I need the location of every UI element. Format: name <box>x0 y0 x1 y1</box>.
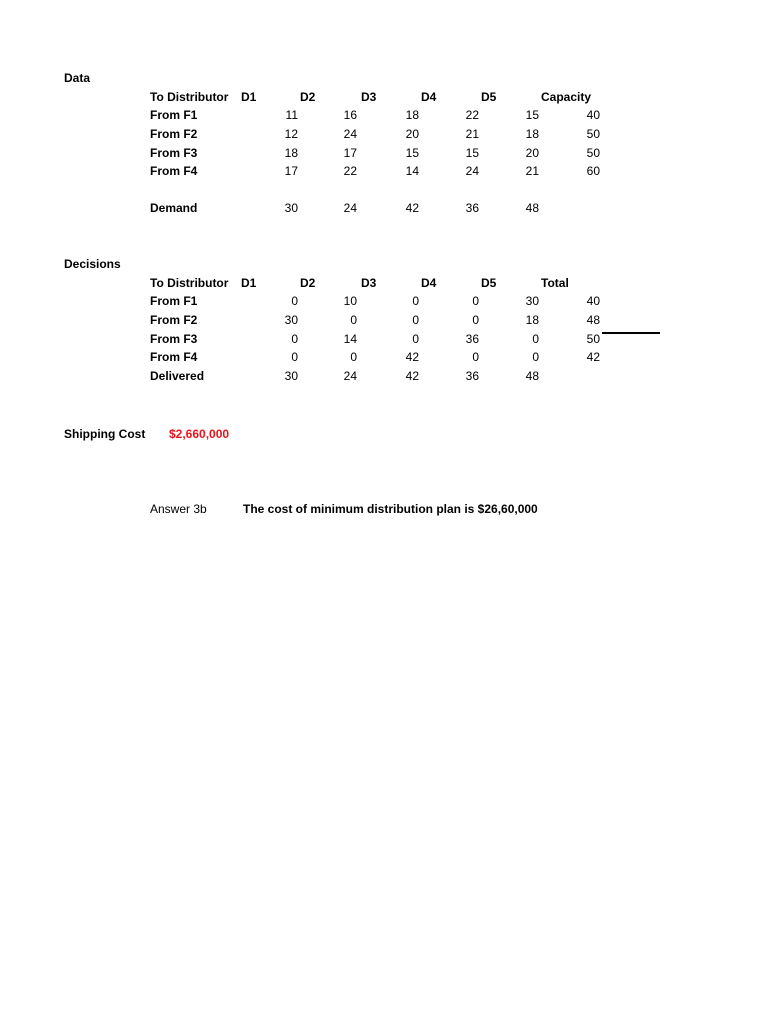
header-cell: D1 <box>241 276 257 290</box>
row-label: From F2 <box>150 313 198 327</box>
table-cell: 30 <box>525 294 539 308</box>
table-cell: 36 <box>465 332 479 346</box>
table-cell: 42 <box>405 350 419 364</box>
table-cell: 50 <box>586 127 600 141</box>
table-cell: 22 <box>343 164 357 178</box>
table-cell: 30 <box>284 313 298 327</box>
header-cell: D3 <box>361 90 377 104</box>
table-cell: 42 <box>405 201 419 215</box>
row-label: From F1 <box>150 294 198 308</box>
table-cell: 0 <box>472 350 479 364</box>
header-cell: D2 <box>300 276 316 290</box>
table-cell: 0 <box>532 350 539 364</box>
table-cell: 15 <box>405 146 419 160</box>
table-cell: 24 <box>343 201 357 215</box>
table-cell: 17 <box>343 146 357 160</box>
cell-border-line <box>602 332 660 334</box>
table-cell: 0 <box>532 332 539 346</box>
decisions-section-title: Decisions <box>64 257 121 271</box>
table-cell: 0 <box>412 332 419 346</box>
table-cell: 0 <box>472 313 479 327</box>
header-cell: D5 <box>481 90 497 104</box>
table-cell: 22 <box>465 108 479 122</box>
table-cell: 21 <box>465 127 479 141</box>
table-cell: 24 <box>465 164 479 178</box>
table-cell: 40 <box>586 108 600 122</box>
header-cell: To Distributor <box>150 276 229 290</box>
table-cell: 40 <box>586 294 600 308</box>
table-cell: 36 <box>465 369 479 383</box>
table-cell: 30 <box>284 201 298 215</box>
table-cell: 21 <box>525 164 539 178</box>
table-cell: 0 <box>350 313 357 327</box>
table-cell: 15 <box>465 146 479 160</box>
header-cell: Total <box>541 276 569 290</box>
row-label: From F4 <box>150 350 198 364</box>
table-cell: 15 <box>525 108 539 122</box>
table-cell: 36 <box>465 201 479 215</box>
row-label: From F1 <box>150 108 198 122</box>
table-cell: 0 <box>350 350 357 364</box>
header-cell: D5 <box>481 276 497 290</box>
table-cell: 48 <box>586 313 600 327</box>
table-cell: 48 <box>525 369 539 383</box>
table-cell: 0 <box>412 294 419 308</box>
shipping-cost-value: $2,660,000 <box>169 427 230 441</box>
table-cell: 50 <box>586 146 600 160</box>
row-label: From F2 <box>150 127 198 141</box>
header-cell: D4 <box>421 90 437 104</box>
answer-label: Answer 3b <box>150 502 207 516</box>
row-label: Demand <box>150 201 198 215</box>
table-cell: 42 <box>405 369 419 383</box>
data-section-title: Data <box>64 71 91 85</box>
table-cell: 18 <box>525 313 539 327</box>
header-cell: D3 <box>361 276 377 290</box>
table-cell: 0 <box>291 332 298 346</box>
row-label: Delivered <box>150 369 205 383</box>
header-cell: D2 <box>300 90 316 104</box>
table-cell: 16 <box>343 108 357 122</box>
table-cell: 30 <box>284 369 298 383</box>
table-cell: 17 <box>284 164 298 178</box>
table-cell: 0 <box>412 313 419 327</box>
table-cell: 24 <box>343 369 357 383</box>
table-cell: 50 <box>586 332 600 346</box>
table-cell: 10 <box>343 294 357 308</box>
header-cell: D1 <box>241 90 257 104</box>
table-cell: 18 <box>525 127 539 141</box>
header-cell: D4 <box>421 276 437 290</box>
table-cell: 24 <box>343 127 357 141</box>
row-label: From F3 <box>150 146 198 160</box>
row-label: From F4 <box>150 164 198 178</box>
table-cell: 0 <box>291 350 298 364</box>
table-cell: 20 <box>525 146 539 160</box>
table-cell: 18 <box>405 108 419 122</box>
table-cell: 18 <box>284 146 298 160</box>
table-cell: 42 <box>586 350 600 364</box>
answer-text: The cost of minimum distribution plan is $26,60,000 <box>243 502 538 516</box>
table-cell: 60 <box>586 164 600 178</box>
shipping-cost-label: Shipping Cost <box>64 427 146 441</box>
table-cell: 48 <box>525 201 539 215</box>
table-cell: 0 <box>291 294 298 308</box>
table-cell: 11 <box>285 108 298 122</box>
table-cell: 14 <box>405 164 419 178</box>
row-label: From F3 <box>150 332 198 346</box>
table-cell: 0 <box>472 294 479 308</box>
header-cell: Capacity <box>541 90 592 104</box>
table-cell: 20 <box>405 127 419 141</box>
table-cell: 12 <box>284 127 298 141</box>
table-cell: 14 <box>343 332 357 346</box>
header-cell: To Distributor <box>150 90 229 104</box>
